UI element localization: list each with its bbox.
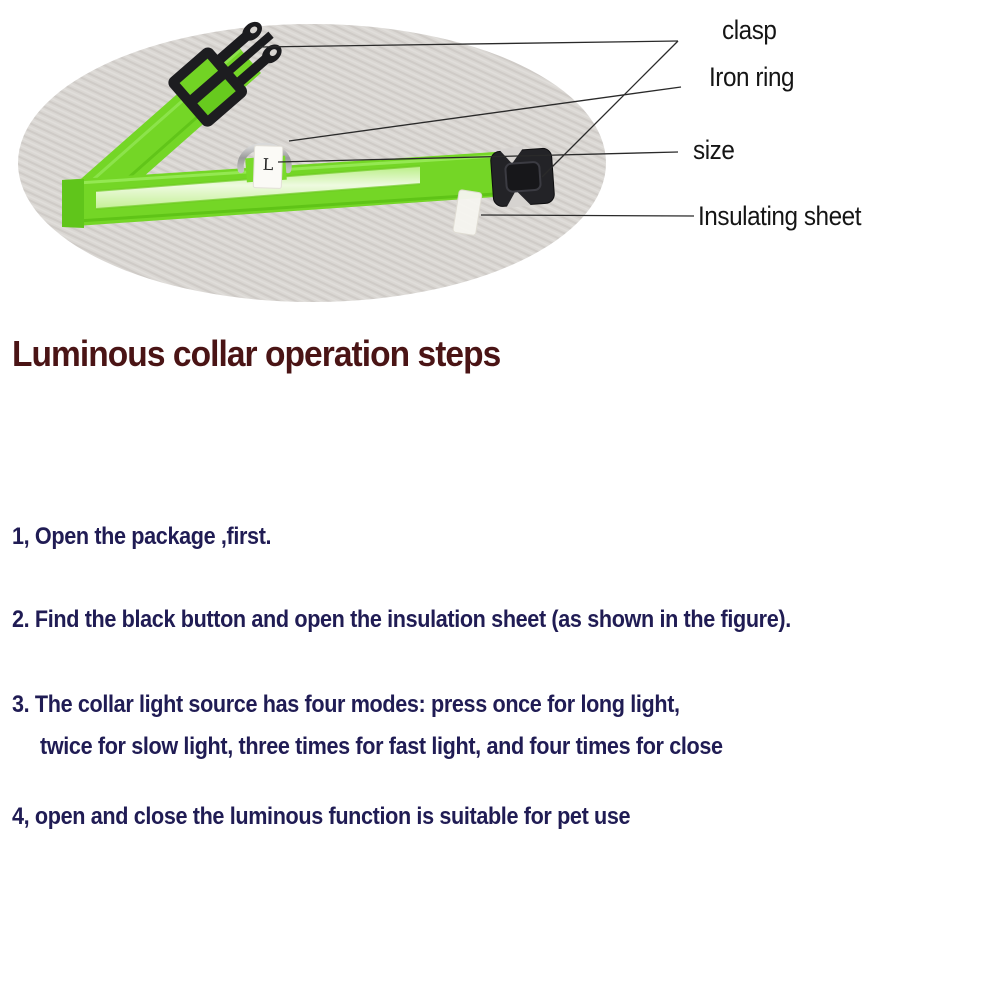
buckle-button: [505, 162, 541, 192]
buckle-receptacle: [490, 144, 555, 209]
step-4: 4, open and close the luminous function is suitable for pet use: [12, 803, 631, 830]
step-2: 2. Find the black button and open the insulation sheet (as shown in the figure).: [12, 606, 791, 633]
label-insulating-sheet: Insulating sheet: [698, 201, 862, 231]
label-size: size: [693, 135, 735, 165]
label-clasp: clasp: [722, 15, 777, 45]
step-1: 1, Open the package ,first.: [12, 523, 272, 550]
step-3-line-1: 3. The collar light source has four modes: press once for long light,: [12, 691, 680, 718]
step-3-line-2: twice for slow light, three times for fast light, and four times for close: [40, 733, 723, 760]
label-iron-ring: Iron ring: [709, 62, 795, 92]
size-tag-letter: L: [262, 154, 274, 175]
page-title: Luminous collar operation steps: [12, 333, 501, 374]
size-tag: [253, 146, 282, 189]
